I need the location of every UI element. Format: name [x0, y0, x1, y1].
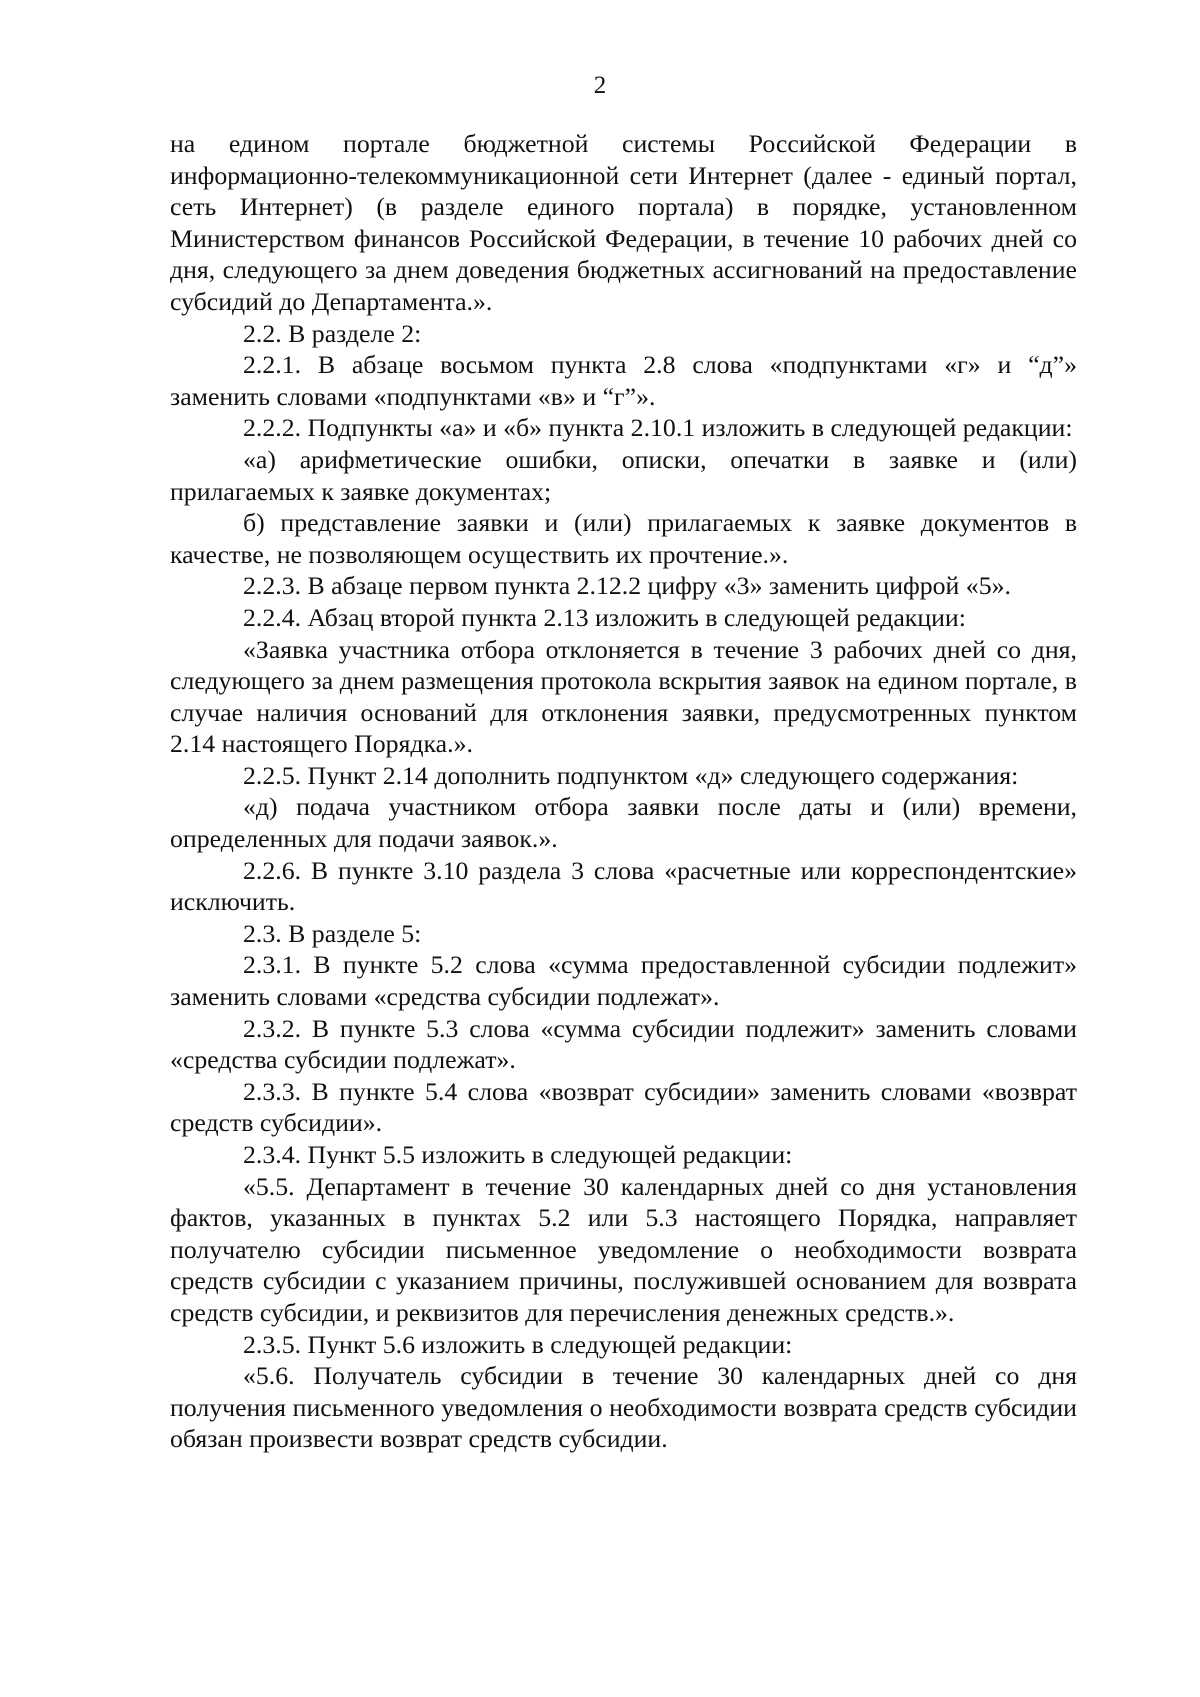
paragraph: 2.2.1. В абзаце восьмом пункта 2.8 слова «подпунктами «г» и “д”» заменить словами «подпунктами «в» и “г”». [170, 350, 1077, 411]
paragraph: 2.2.6. В пункте 3.10 раздела 3 слова «расчетные или корреспондентские» исключить. [170, 855, 1077, 917]
paragraph: 2.2.3. В абзаце первом пункта 2.12.2 цифру «3» заменить цифрой «5». [243, 571, 1011, 601]
document-body [170, 128, 1077, 1455]
paragraph: 2.2.2. Подпункты «а» и «б» пункта 2.10.1 изложить в следующей редакции: [243, 413, 1073, 443]
paragraph: «5.5. Департамент в течение 30 календарных дней со дня установления фактов, указанных в пунктах 5.2 или 5.3 настоящего Порядка, направляет получателю субсидии письменное уведомление о необходимости возврата средств субсидии с указанием причины, послужившей основанием для возврата средств субсидии, и реквизитов для перечисления денежных средств.». [170, 1171, 1077, 1327]
paragraph: 2.3.1. В пункте 5.2 слова «сумма предоставленной субсидии подлежит» заменить словами «средства субсидии подлежат». [170, 950, 1077, 1012]
paragraph: 2.3. В разделе 5: [243, 918, 422, 948]
paragraph: 2.2.4. Абзац второй пункта 2.13 изложить в следующей редакции: [243, 602, 966, 632]
paragraph: 2.2. В разделе 2: [243, 318, 422, 348]
paragraph: 2.3.3. В пункте 5.4 слова «возврат субсидии» заменить словами «возврат средств субсидии». [170, 1076, 1077, 1138]
paragraph: «5.6. Получатель субсидии в течение 30 календарных дней со дня получения письменного уведомления о необходимости возврата средств субсидии обязан произвести возврат средств субсидии. [170, 1361, 1077, 1454]
paragraph: 2.3.4. Пункт 5.5 изложить в следующей редакции: [243, 1140, 793, 1169]
paragraph: 2.2.5. Пункт 2.14 дополнить подпунктом «д» следующего содержания: [243, 760, 1019, 790]
paragraph: «д) подача участником отбора заявки после даты и (или) времени, определенных для подачи заявок.». [170, 792, 1077, 854]
page-number: 2 [593, 72, 607, 99]
paragraph: б) представление заявки и (или) прилагаемых к заявке документов в качестве, не позволяющем осуществить их прочтение.». [170, 508, 1077, 569]
paragraph: «а) арифметические ошибки, описки, опечатки в заявке и (или) прилагаемых к заявке документах; [170, 444, 1077, 506]
paragraph: 2.3.5. Пункт 5.6 изложить в следующей редакции: [243, 1329, 793, 1359]
paragraph: «Заявка участника отбора отклоняется в течение 3 рабочих дней со дня, следующего за днем размещения протокола вскрытия заявок на едином портале, в случае наличия оснований для отклонения заявки, предусмотренных пунктом 2.14 настоящего Порядка.». [170, 634, 1077, 759]
paragraph: на едином портале бюджетной системы Российской Федерации в информационно-телекоммуникационной сети Интернет (далее - единый портал, сеть Интернет) (в разделе единого портала) в порядке, установленном Министерством финансов Российской Федерации, в течение 10 рабочих дней со дня, следующего за днем доведения бюджетных ассигнований на предоставление субсидий до Департамента.». [170, 129, 1077, 316]
paragraph: 2.3.2. В пункте 5.3 слова «сумма субсидии подлежит» заменить словами «средства субсидии подлежат». [170, 1013, 1077, 1075]
